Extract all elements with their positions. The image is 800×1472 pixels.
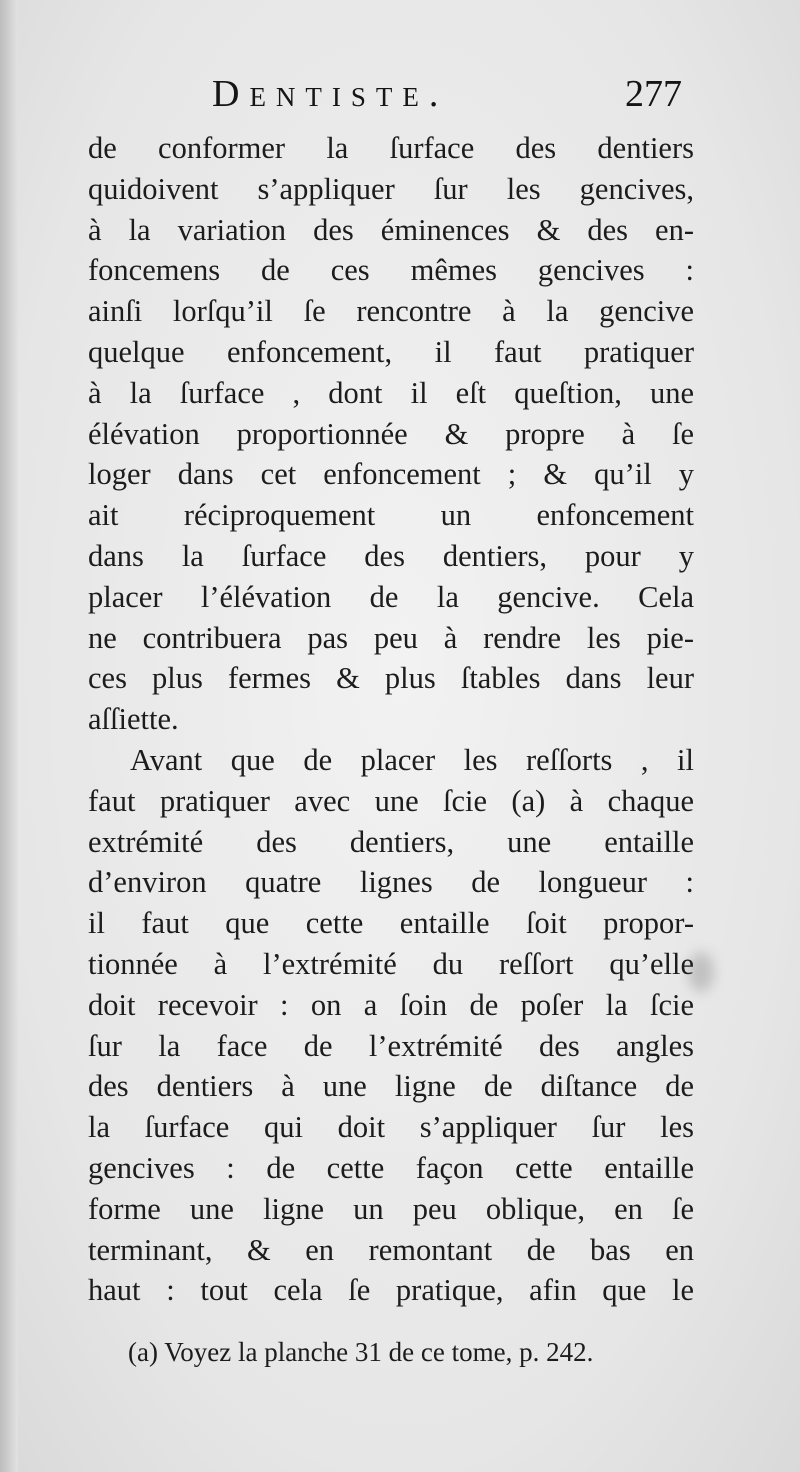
footnote: (a) Voyez la planche 31 de ce tome, p. 242. xyxy=(128,1337,594,1367)
text-line: à la variation des éminences & des en- xyxy=(88,212,694,247)
text-line: ainſi lorſqu’il ſe rencontre à la gencive xyxy=(88,294,694,329)
text-line: Avant que de placer les reſſorts , il xyxy=(130,742,694,777)
text-line: ces plus fermes & plus ſtables dans leur xyxy=(88,661,694,696)
paragraph-1 xyxy=(88,128,694,740)
text-line: à la ſurface , dont il eſt queſtion, une xyxy=(88,375,694,410)
text-line: haut : tout cela ſe pratique, afin que le xyxy=(88,1273,694,1308)
text-line: d’environ quatre lignes de longueur : xyxy=(88,865,694,900)
page-edge-shadow xyxy=(0,0,18,1472)
running-head-title: Dentiste. xyxy=(212,73,449,115)
text-line: la ſurface qui doit s’appliquer ſur les xyxy=(88,1110,694,1145)
text-line: ſur la face de l’extrémité des angles xyxy=(88,1028,694,1063)
text-line: des dentiers à une ligne de diſtance de xyxy=(88,1069,694,1104)
text-line: tionnée à l’extrémité du reſſort qu’elle xyxy=(88,946,694,981)
body-text xyxy=(88,128,694,1311)
text-line: quidoivent s’appliquer ſur les gencives, xyxy=(88,171,694,206)
text-line: ne contribuera pas peu à rendre les pie- xyxy=(88,620,694,655)
ink-smudge xyxy=(688,952,714,992)
running-head xyxy=(212,72,682,122)
text-line: loger dans cet enfoncement ; & qu’il y xyxy=(88,457,694,492)
text-line: aſſiette. xyxy=(88,702,179,737)
text-line: terminant, & en remontant de bas en xyxy=(88,1232,694,1267)
text-line: il faut que cette entaille ſoit propor- xyxy=(88,906,694,941)
text-line: gencives : de cette façon cette entaille xyxy=(88,1150,694,1185)
text-line: dans la ſurface des dentiers, pour y xyxy=(88,538,694,573)
text-line: élévation proportionnée & propre à ſe xyxy=(88,416,694,451)
paragraph-2 xyxy=(88,740,694,1311)
text-line: placer l’élévation de la gencive. Cela xyxy=(88,579,694,614)
text-line: quelque enfoncement, il faut pratiquer xyxy=(88,334,694,369)
text-line: foncemens de ces mêmes gencives : xyxy=(88,253,694,288)
text-line: forme une ligne un peu oblique, en ſe xyxy=(88,1191,694,1226)
text-line: faut pratiquer avec une ſcie (a) à chaque xyxy=(88,783,694,818)
text-line: ait réciproquement un enfoncement xyxy=(88,498,694,533)
text-line: de conformer la ſurface des dentiers xyxy=(88,131,694,165)
text-line: doit recevoir : on a ſoin de poſer la ſcie xyxy=(88,987,694,1022)
text-line: extrémité des dentiers, une entaille xyxy=(88,824,694,859)
page-number: 277 xyxy=(625,73,682,115)
